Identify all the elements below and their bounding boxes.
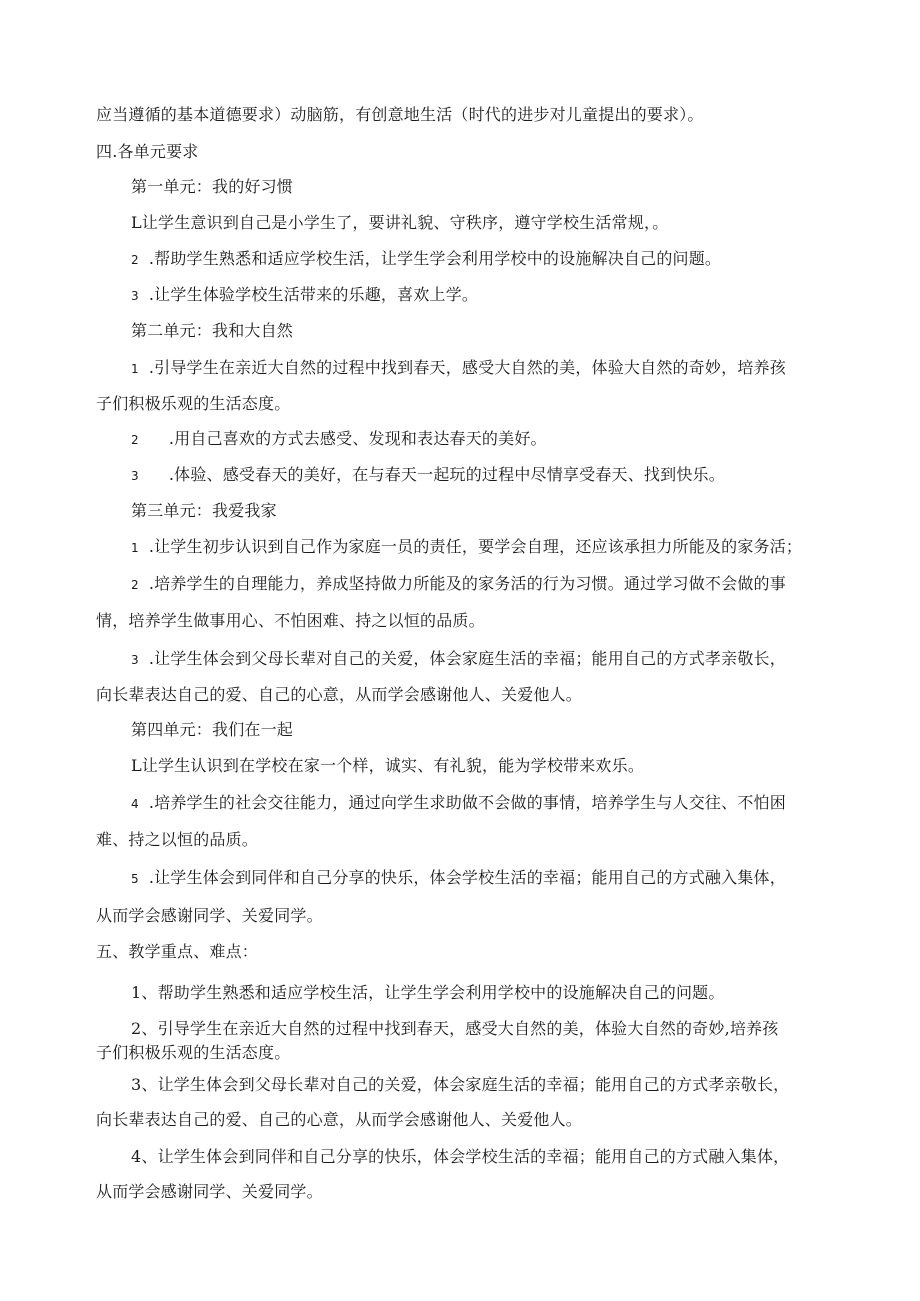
item-text: .体验、感受春天的美好，在与春天一起玩的过程中尽情享受春天、找到快乐。 <box>168 465 725 484</box>
item-marker: 3 <box>131 653 139 667</box>
unit-2-item-2 <box>131 428 547 451</box>
key-point-4-continued: 从而学会感谢同学、关爱同学。 <box>96 1182 323 1201</box>
item-text: .让学生体会到父母长辈对自己的关爱，体会家庭生活的幸福；能用自己的方式孝亲敬长， <box>148 649 786 668</box>
unit-1-item-3 <box>131 284 478 307</box>
item-text: .引导学生在亲近大自然的过程中找到春天，感受大自然的美，体验大自然的奇妙，培养孩 <box>148 358 786 377</box>
unit-4-item-3 <box>131 867 786 890</box>
item-text: 让学生意识到自己是小学生了，要讲礼貌、守秩序，遵守学校生活常规，。 <box>141 213 669 232</box>
unit-3-item-2 <box>131 573 786 596</box>
item-text: .帮助学生熟悉和适应学校生活，让学生学会利用学校中的设施解决自己的问题。 <box>148 249 722 268</box>
item-marker: 5 <box>131 872 139 886</box>
key-point-3: 3、让学生体会到父母长辈对自己的关爱，体会家庭生活的幸福；能用自己的方式孝亲敬长， <box>131 1075 790 1094</box>
unit-1-item-1 <box>131 212 668 234</box>
item-text: .培养学生的自理能力，养成坚持做力所能及的家务活的行为习惯。通过学习做不会做的事 <box>148 574 786 593</box>
unit-3-item-3-continued: 向长辈表达自己的爱、自己的心意，从而学会感谢他人、关爱他人。 <box>96 685 583 704</box>
item-marker: 1 <box>131 362 139 376</box>
item-marker: L <box>131 213 142 232</box>
key-point-3-continued: 向长辈表达自己的爱、自己的心意，从而学会感谢他人、关爱他人。 <box>96 1110 583 1129</box>
section-4-heading: 四.各单元要求 <box>96 142 199 161</box>
item-text: 让学生认识到在学校在家一个样，诚实、有礼貌，能为学校带来欢乐。 <box>141 756 645 775</box>
unit-3-item-1 <box>131 536 802 559</box>
item-marker: L <box>131 756 142 775</box>
item-text: .让学生体会到同伴和自己分享的快乐，体会学校生活的幸福；能用自己的方式融入集体， <box>148 868 786 887</box>
unit-2-title: 第二单元：我和大自然 <box>131 321 294 340</box>
unit-4-item-2 <box>131 792 786 815</box>
key-point-2: 2、引导学生在亲近大自然的过程中找到春天，感受大自然的美，体验大自然的奇妙,培养孩 <box>131 1019 779 1038</box>
intro-tail-line: 应当遵循的基本道德要求）动脑筋，有创意地生活（时代的进步对儿童提出的要求）。 <box>96 105 704 124</box>
key-point-4: 4、让学生体会到同伴和自己分享的快乐，体会学校生活的幸福；能用自己的方式融入集体， <box>131 1147 790 1166</box>
unit-4-title: 第四单元：我们在一起 <box>131 720 294 739</box>
item-marker: 2 <box>131 433 139 447</box>
item-text: .让学生初步认识到自己作为家庭一员的责任，要学会自理，还应该承担力所能及的家务活； <box>148 537 803 556</box>
item-marker: 2 <box>131 578 139 592</box>
unit-2-item-1-continued: 子们积极乐观的生活态度。 <box>96 394 291 413</box>
item-marker: 2 <box>131 253 139 267</box>
item-marker: 3 <box>131 469 139 483</box>
item-text: .用自己喜欢的方式去感受、发现和表达春天的美好。 <box>168 429 547 448</box>
unit-3-title: 第三单元：我爱我家 <box>131 501 277 520</box>
unit-2-item-1 <box>131 357 786 380</box>
unit-1-title: 第一单元：我的好习惯 <box>131 177 294 196</box>
section-5-heading: 五、教学重点、难点： <box>96 942 259 961</box>
item-text: .培养学生的社会交往能力，通过向学生求助做不会做的事情，培养学生与人交往、不怕困 <box>148 793 786 812</box>
unit-1-item-2 <box>131 248 721 271</box>
unit-3-item-2-continued: 情，培养学生做事用心、不怕困难、持之以恒的品质。 <box>96 611 485 630</box>
item-marker: 1 <box>131 541 139 555</box>
unit-3-item-3 <box>131 648 786 671</box>
unit-2-item-3 <box>131 464 725 487</box>
key-point-2-continued: 子们积极乐观的生活态度。 <box>96 1043 291 1062</box>
item-marker: 4 <box>131 797 139 811</box>
unit-4-item-1 <box>131 755 644 777</box>
item-marker: 3 <box>131 289 139 303</box>
item-text: .让学生体验学校生活带来的乐趣，喜欢上学。 <box>148 285 479 304</box>
unit-4-item-3-continued: 从而学会感谢同学、关爱同学。 <box>96 906 323 925</box>
unit-4-item-2-continued: 难、持之以恒的品质。 <box>96 830 259 849</box>
key-point-1: 1、帮助学生熟悉和适应学校生活，让学生学会利用学校中的设施解决自己的问题。 <box>131 983 725 1002</box>
